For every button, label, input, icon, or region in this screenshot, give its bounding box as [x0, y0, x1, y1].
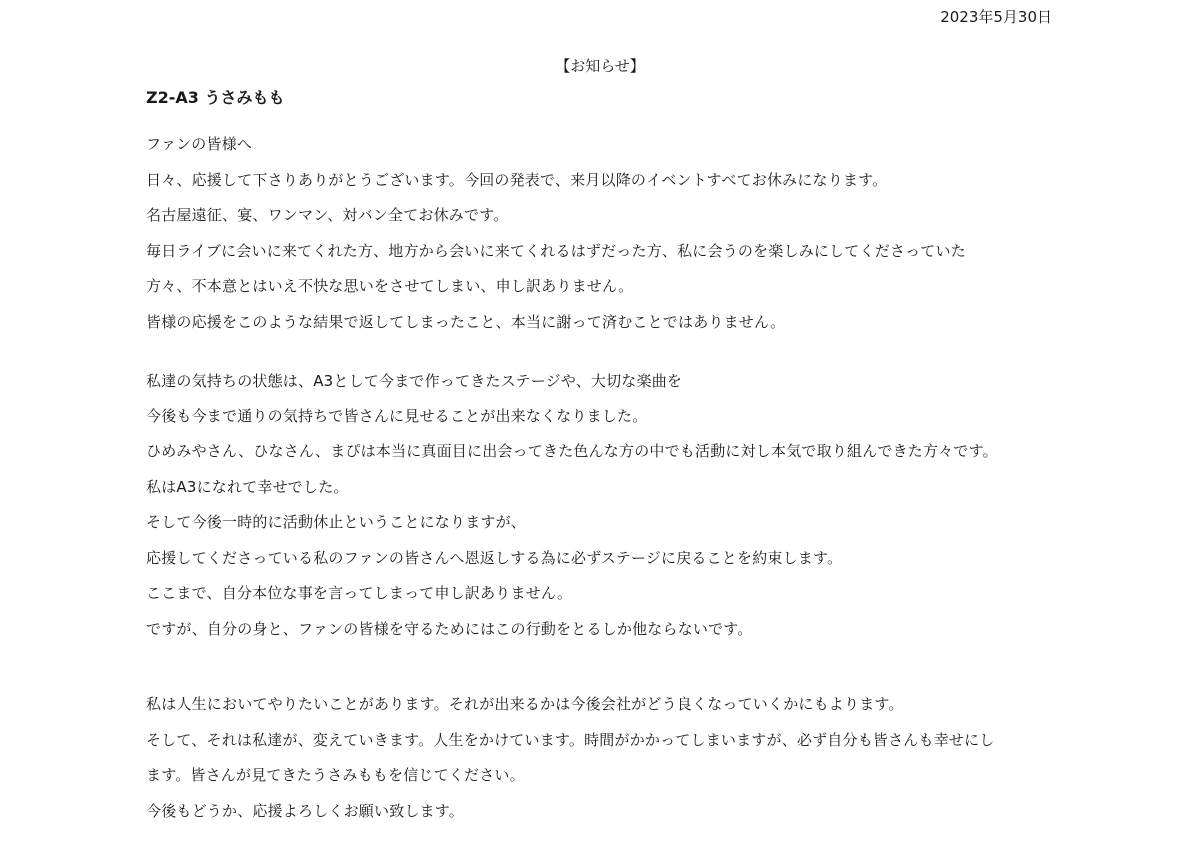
body-line: ます。皆さんが見てきたうさみももを信じてください。	[146, 766, 525, 784]
body-line: 名古屋遠征、宴、ワンマン、対バン全てお休みです。	[146, 206, 509, 224]
notice-title: 【お知らせ】	[555, 57, 645, 75]
body-line: 日々、応援して下さりありがとうございます。今回の発表で、来月以降のイベントすべてお休みになります。	[146, 171, 888, 189]
body-line: 応援してくださっている私のファンの皆さんへ恩返しする為に必ずステージに戻ることを約束します。	[146, 549, 843, 567]
body-line: そして、それは私達が、変えていきます。人生をかけています。時間がかかってしまいますが、必ず自分も皆さんも幸せにし	[146, 731, 995, 749]
body-line: 毎日ライブに会いに来てくれた方、地方から会いに来てくれるはずだった方、私に会うのを楽しみにしてくださっていた	[146, 242, 966, 260]
document-date: 2023年5月30日	[940, 8, 1052, 26]
body-line: 今後もどうか、応援よろしくお願い致します。	[146, 802, 465, 820]
body-line: ひめみやさん、ひなさん、まぴは本当に真面目に出会ってきた色んな方の中でも活動に対し本気で取り組んできた方々です。	[146, 442, 998, 460]
body-line: ですが、自分の身と、ファンの皆様を守るためにはこの行動をとるしか他ならないです。	[146, 620, 753, 638]
author-name: Z2-A3 うさみもも	[146, 88, 285, 107]
body-line: 私達の気持ちの状態は、A3として今まで作ってきたステージや、大切な楽曲を	[146, 372, 683, 390]
body-line: ここまで、自分本位な事を言ってしまって申し訳ありません。	[146, 584, 573, 602]
body-line: 私はA3になれて幸せでした。	[146, 478, 349, 496]
body-line: ファンの皆様へ	[146, 135, 253, 153]
body-line: そして今後一時的に活動休止ということになりますが、	[146, 513, 527, 531]
body-line: 私は人生においてやりたいことがあります。それが出来るかは今後会社がどう良くなっていくかにもよります。	[146, 695, 904, 713]
body-line: 皆様の応援をこのような結果で返してしまったこと、本当に謝って済むことではありません。	[146, 313, 786, 331]
body-line: 今後も今まで通りの気持ちで皆さんに見せることが出来なくなりました。	[146, 407, 648, 425]
body-line: 方々、不本意とはいえ不快な思いをさせてしまい、申し訳ありません。	[146, 277, 634, 295]
